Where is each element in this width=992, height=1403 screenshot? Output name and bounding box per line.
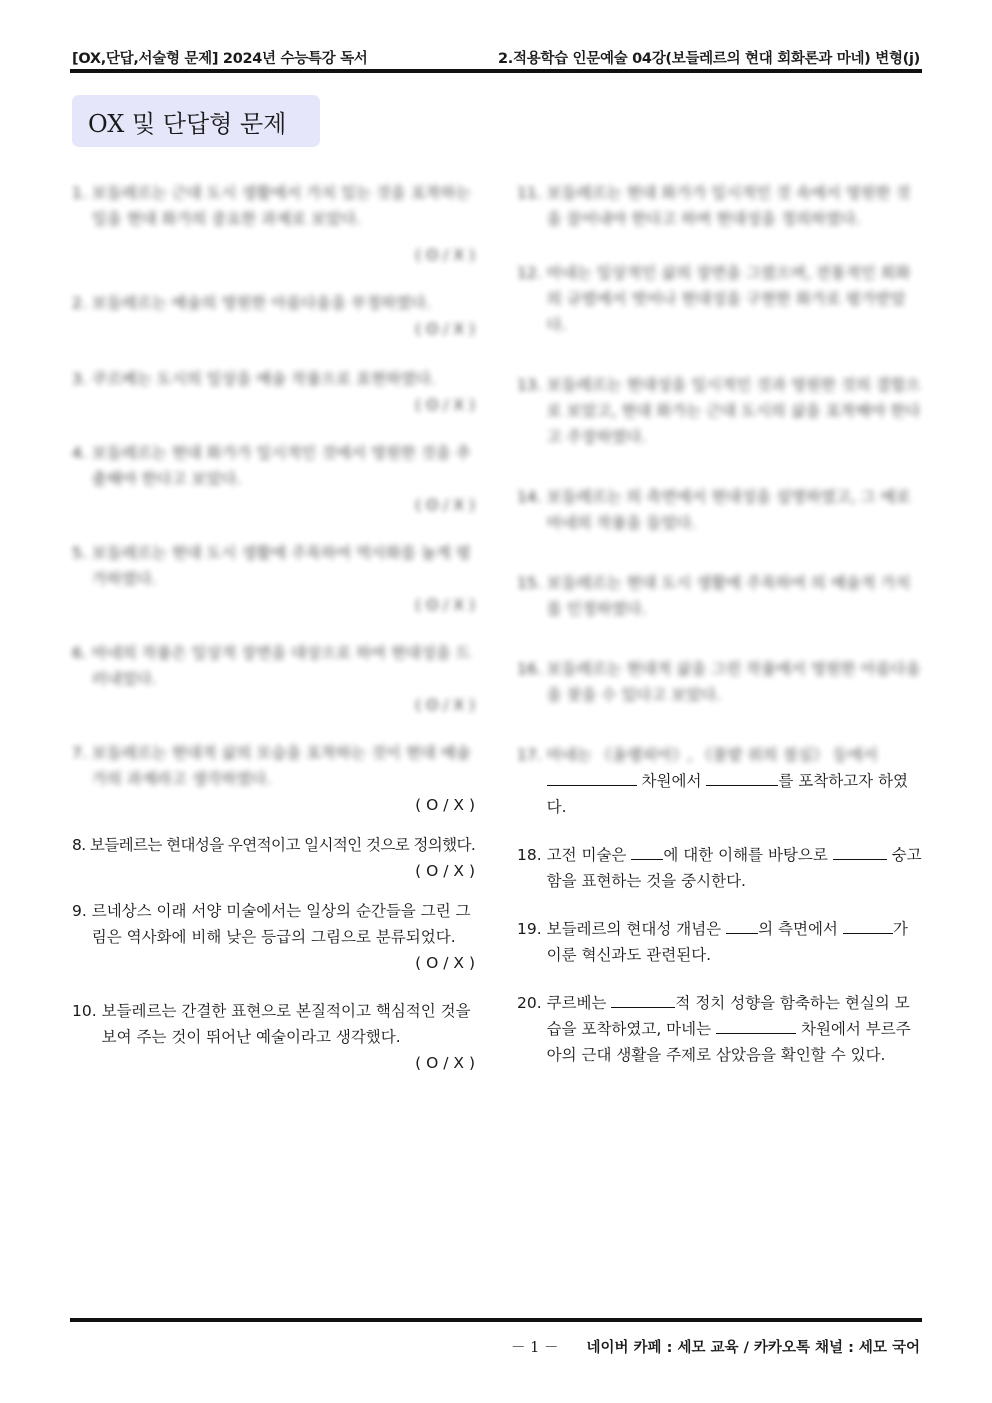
question-20 [517,990,922,1068]
footer-credit: 네이버 카페 : 세모 교육 / 카카오톡 채널 : 세모 국어 [586,1340,920,1356]
question-text: 보들레르는 현대 도시 생활에 주목하여 역사화를 높게 평가하였다. [91,544,471,588]
question-text: 보들레르는 현대적 삶을 그린 작품에서 영원한 아름다움을 찾을 수 있다고 보았다. [546,660,921,704]
ox-choice[interactable]: ( O / X ) [415,246,475,264]
question-text: 차원에서 [641,772,707,790]
ox-choice[interactable]: ( O / X ) [415,696,475,714]
section-title: OX 및 단답형 문제 [72,95,320,147]
question-number: 2. [72,294,87,312]
ox-choice[interactable]: ( O / X ) [415,496,475,514]
answer-blank[interactable] [833,843,887,860]
question-5 [72,540,477,618]
answer-blank[interactable] [716,1017,796,1034]
answer-blank[interactable] [547,769,637,786]
page-footer [72,1336,920,1357]
question-text: 숭고함을 표현하는 것을 중시한다. [546,846,922,890]
question-text: 차원에서 부르주아의 근대 생활을 주제로 삼았음을 확인할 수 있다. [546,1020,911,1064]
question-text: 에 대한 이해를 바탕으로 [663,846,833,864]
answer-blank[interactable] [726,917,758,934]
question-text: 마네는 일상적인 삶의 장면을 그렸으며, 전통적인 회화의 규범에서 벗어나 현대성을 구현한 화가로 평가받았다. [546,264,911,334]
question-number: 1. [72,184,87,202]
question-12 [517,260,922,338]
question-number: 6. [72,644,87,662]
question-number: 20. [517,994,542,1012]
header-divider [70,69,922,73]
question-number: 16. [517,660,542,678]
question-number: 11. [517,184,542,202]
question-number: 8. [72,836,86,854]
question-11 [517,180,922,232]
question-text: 고전 미술은 [546,846,632,864]
question-text: 보들레르는 예술의 영원한 아름다움을 부정하였다. [91,294,431,312]
question-4 [72,440,477,518]
question-text: 보들레르는 근대 도시 생활에서 가치 있는 것을 포착하는 일을 현대 화가의 중요한 과제로 보았다. [91,184,471,228]
answer-blank[interactable] [706,769,778,786]
page-number: － 1 － [511,1340,559,1356]
question-19 [517,916,922,968]
ox-choice[interactable]: ( O / X ) [415,862,475,880]
question-2 [72,290,477,342]
question-number: 15. [517,574,542,592]
question-text: 적 정치 성향을 함축하는 현실의 모습을 포착하였고, 마네는 [546,994,910,1038]
answer-blank[interactable] [843,917,893,934]
question-text: 보들레르는 현대성을 일시적인 것과 영원한 것의 결합으로 보았고, 현대 화가는 근대 도시의 삶을 포착해야 한다고 주장하였다. [546,376,921,446]
question-17 [517,742,922,820]
header-right-title: 2.적용학습 인문예술 04강(보들레르의 현대 회화론과 마네) 변형(j) [497,51,920,67]
question-text: 마네의 작품은 일상적 장면을 대상으로 하여 현대성을 드러내었다. [91,644,471,688]
question-number: 13. [517,376,542,394]
question-7 [72,740,477,818]
answer-blank[interactable] [611,991,675,1008]
question-3 [72,366,477,418]
question-18 [517,842,922,894]
question-number: 18. [517,846,542,864]
question-text: 보들레르는 현대적 삶의 모습을 포착하는 것이 현대 예술가의 과제라고 생각하였다. [91,744,471,788]
question-number: 14. [517,488,542,506]
question-number: 10. [72,1002,97,1020]
left-column [72,180,477,1090]
right-column [517,180,922,1082]
question-text: 보들레르의 현대성 개념은 [546,920,727,938]
question-15 [517,570,922,622]
question-text: 보들레르는 현대 화가가 일시적인 것에서 영원한 것을 추출해야 한다고 보았다. [91,444,471,488]
question-text: 보들레르는 현대성을 우연적이고 일시적인 것으로 정의했다. [89,836,476,854]
question-number: 19. [517,920,542,938]
question-text: 보들레르는 현대 도시 생활에 주목하여 의 예술적 가치를 인정하였다. [546,574,911,618]
question-number: 3. [72,370,87,388]
question-1 [72,180,477,268]
question-text: 보들레르는 의 측면에서 현대성을 설명하였고, 그 예로 마네의 작품을 들었다. [546,488,911,532]
question-6 [72,640,477,718]
question-10 [72,998,477,1076]
question-text: 를 포착하고자 하였다. [546,772,908,816]
question-number: 5. [72,544,87,562]
question-text: 의 측면에서 [758,920,843,938]
ox-choice[interactable]: ( O / X ) [415,320,475,338]
question-number: 4. [72,444,87,462]
question-text: 보들레르는 현대 화가가 일시적인 것 속에서 영원한 것을 끌어내야 한다고 하며 현대성을 정의하였다. [546,184,911,228]
footer-divider [70,1318,922,1322]
ox-choice[interactable]: ( O / X ) [415,796,475,814]
question-13 [517,372,922,450]
ox-choice[interactable]: ( O / X ) [415,396,475,414]
ox-choice[interactable]: ( O / X ) [415,1054,475,1072]
question-text: 쿠르베는 도시의 일상을 예술 작품으로 표현하였다. [91,370,436,388]
ox-choice[interactable]: ( O / X ) [415,596,475,614]
answer-blank[interactable] [631,843,663,860]
question-16 [517,656,922,708]
question-8 [72,832,477,884]
question-text: 르네상스 이래 서양 미술에서는 일상의 순간들을 그린 그림은 역사화에 비해 낮은 등급의 그림으로 분류되었다. [91,902,471,946]
question-text-head: 마네는 《올랭피아》, 《풀밭 위의 점심》 등에서 [546,746,878,764]
question-number: 7. [72,744,87,762]
page-header [72,40,920,68]
question-text: 보들레르는 간결한 표현으로 본질적이고 핵심적인 것을 보여 주는 것이 뛰어난 예술이라고 생각했다. [101,1002,471,1046]
ox-choice[interactable]: ( O / X ) [415,954,475,972]
question-text: 쿠르베는 [546,994,612,1012]
question-9 [72,898,477,976]
question-number: 12. [517,264,542,282]
question-14 [517,484,922,536]
header-left-title: [OX,단답,서술형 문제] 2024년 수능특강 독서 [72,51,368,67]
question-text: 가 이룬 혁신과도 관련된다. [546,920,908,964]
question-number: 17. [517,746,542,764]
question-number: 9. [72,902,87,920]
